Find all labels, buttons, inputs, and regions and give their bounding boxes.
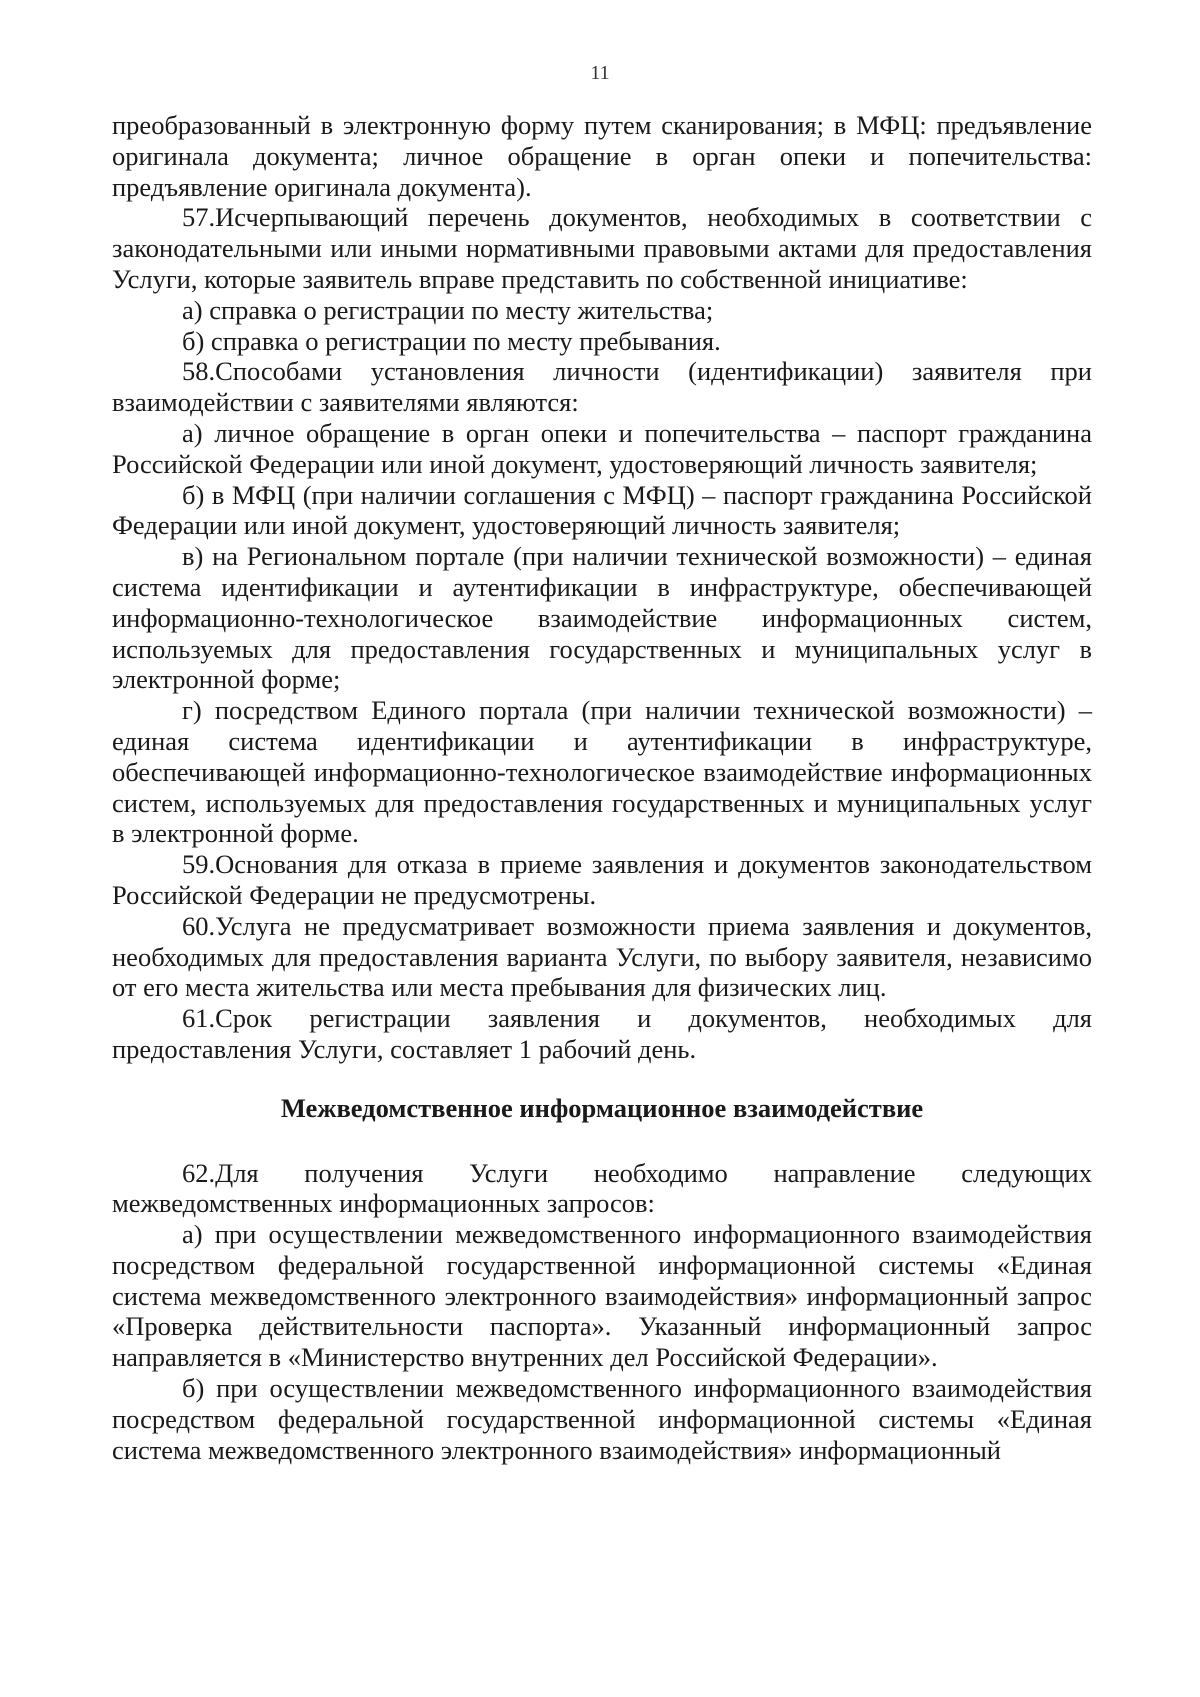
paragraph-continuation: преобразованный в электронную форму путем сканирования; в МФЦ: предъявление оригинала документа; личное обращение в орган опеки и попечительства: предъявление оригинала документа). (112, 110, 1092, 202)
section-title: Межведомственное информационное взаимодействие (280, 1092, 924, 1123)
paragraph-61: 61.Срок регистрации заявления и документов, необходимых для предоставления Услуги, составляет 1 рабочий день. (112, 1003, 1092, 1064)
document-body (112, 110, 1092, 1465)
page-number: 11 (590, 62, 610, 84)
paragraph-58-v: в) на Региональном портале (при наличии технической возможности) – единая система идентификации и аутентификации в инфраструктуре, обеспечивающей информационно-технологическое взаимодействие информационных систем, используемых для предоставления государственных и муниципальных услуг в электронной форме; (112, 541, 1092, 695)
paragraph-57: 57.Исчерпывающий перечень документов, необходимых в соответствии с законодательными или иными нормативными правовыми актами для предоставления Услуги, которые заявитель вправе представить по собственной инициативе: (112, 202, 1092, 294)
paragraph-58-b: б) в МФЦ (при наличии соглашения с МФЦ) – паспорт гражданина Российской Федерации или иной документ, удостоверяющий личность заявителя; (112, 479, 1092, 541)
paragraph-57-a: а) справка о регистрации по месту жительства; (182, 294, 714, 325)
paragraph-60: 60.Услуга не предусматривает возможности приема заявления и документов, необходимых для предоставления варианта Услуги, по выбору заявителя, независимо от его места жительства или места пребывания для физических лиц. (112, 910, 1092, 1003)
paragraph-58: 58.Способами установления личности (идентификации) заявителя при взаимодействии с заявителями являются: (112, 356, 1092, 418)
paragraph-58-a: а) личное обращение в орган опеки и попечительства – паспорт гражданина Российской Федерации или иной документ, удостоверяющий личность заявителя; (112, 417, 1092, 479)
paragraph-62: 62.Для получения Услуги необходимо направление следующих межведомственных информационных запросов: (112, 1157, 1092, 1219)
paragraph-57-b: б) справка о регистрации по месту пребывания. (182, 325, 721, 356)
paragraph-58-g: г) посредством Единого портала (при наличии технической возможности) – единая система идентификации и аутентификации в инфраструктуре, обеспечивающей информационно-технологическое взаимодействие информационных систем, используемых для предоставления государственных и муниципальных услуг в электронной форме. (112, 695, 1092, 849)
paragraph-62-a: а) при осуществлении межведомственного информационного взаимодействия посредством федеральной государственной информационной системы «Единая система межведомственного электронного взаимодействия» информационный запрос «Проверка действительности паспорта». Указанный информационный запрос направляется в «Министерство внутренних дел Российской Федерации». (112, 1219, 1092, 1373)
paragraph-59: 59.Основания для отказа в приеме заявления и документов законодательством Российской Федерации не предусмотрены. (112, 849, 1092, 910)
paragraph-62-b: б) при осуществлении межведомственного информационного взаимодействия посредством федеральной государственной информационной системы «Единая система межведомственного электронного взаимодействия» информационный (112, 1373, 1092, 1465)
